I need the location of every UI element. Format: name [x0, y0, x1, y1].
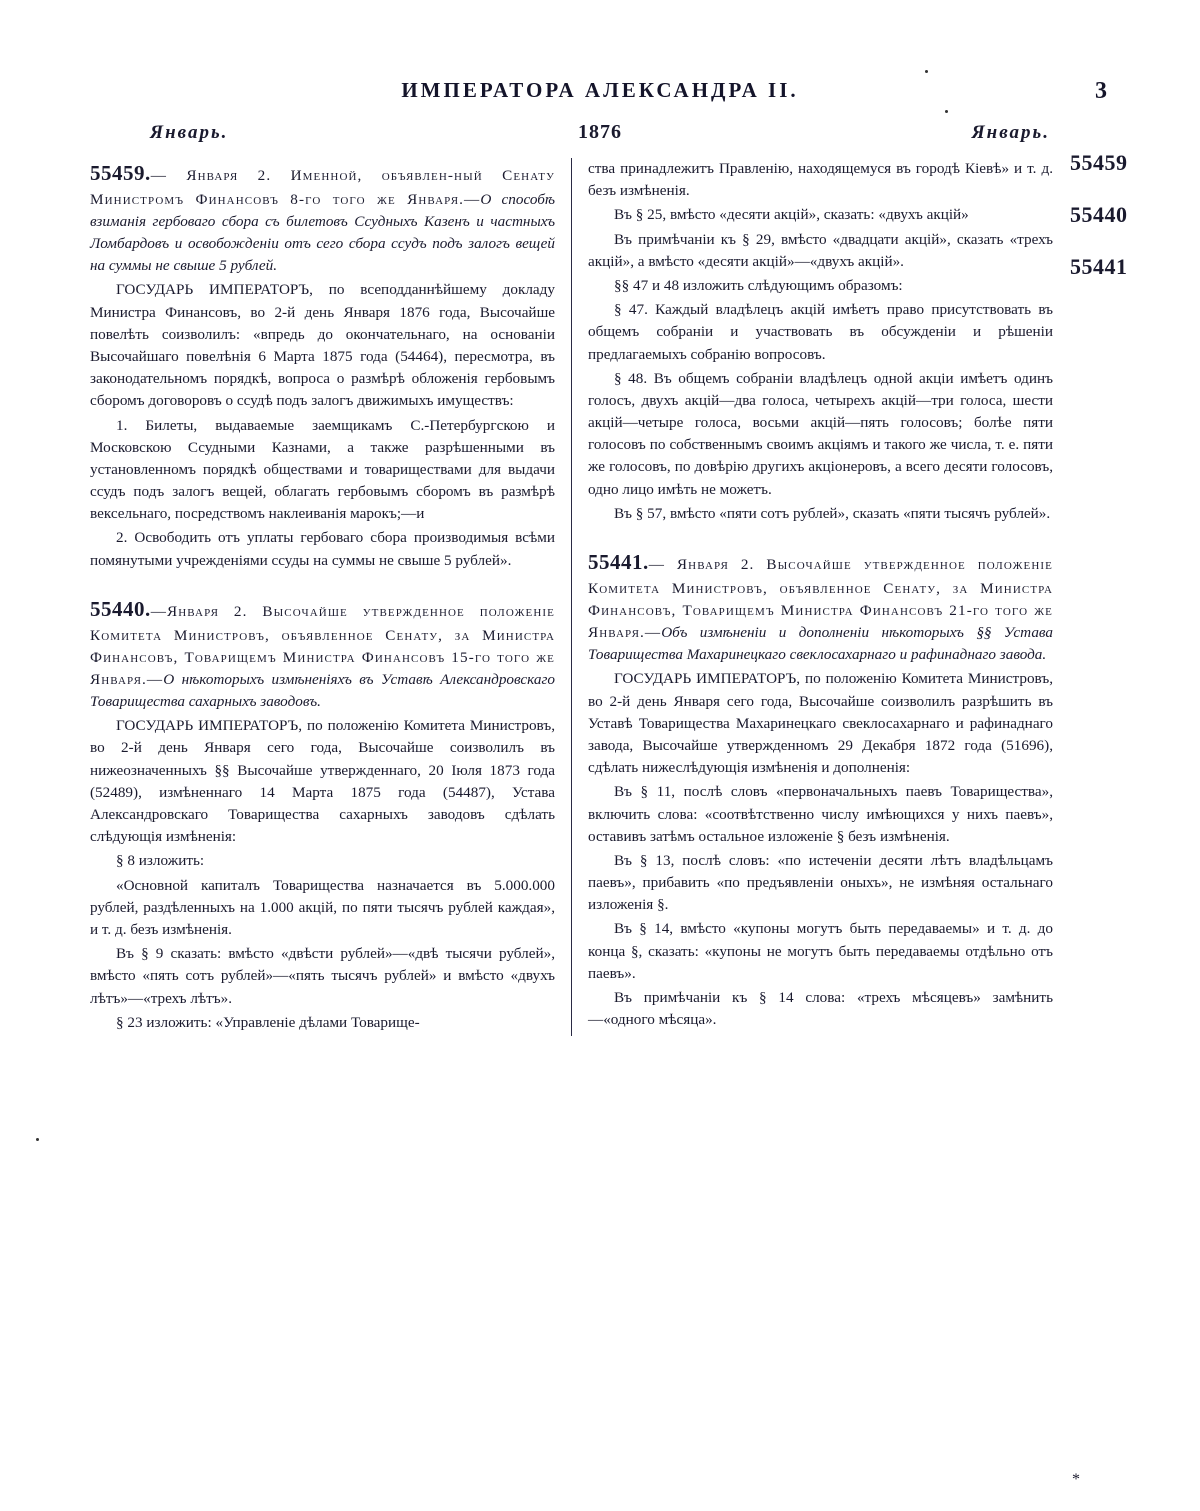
marginal-number: 55459	[1070, 150, 1128, 175]
article-number: 55441.	[588, 550, 649, 574]
paragraph: Въ § 57, вмѣсто «пяти сотъ рублей», сказать «пяти тысячъ рублей».	[614, 504, 1051, 522]
year: 1876	[578, 121, 622, 143]
article-heading	[90, 158, 555, 277]
paragraph: Въ примѣчаніи къ § 14 слова: «трехъ мѣсяцевъ» замѣнить—«одного мѣсяца».	[588, 989, 1053, 1029]
paragraph: § 8 изложить:	[116, 852, 205, 870]
article-number: 55459.	[90, 161, 151, 185]
month-year-line	[150, 121, 1050, 144]
article-heading-italic: О способѣ взиманія гербоваго сбора съ билетовъ Ссудныхъ Казенъ и частныхъ Ломбардовъ и освобожденіи отъ сего сбора ссудъ подъ залогъ вещей на суммы не свыше 5 рублей.	[90, 190, 556, 275]
article-55459	[90, 158, 555, 572]
article-55440	[90, 594, 555, 1034]
article-heading-roman: — Января 2. Высочайше утвержденное положеніе Комитета Министровъ, объявленное Сенату, за Министра Финансовъ, Товарищемъ Министра Финансовъ 21-го того же Января.—	[588, 556, 1053, 642]
month-left: Январь.	[150, 122, 229, 143]
column-divider	[571, 158, 572, 1036]
paragraph: § 48. Въ общемъ собраніи владѣлецъ одной акціи имѣетъ одинъ голосъ, двухъ акцій—два голоса, четырехъ акцій—три голоса, шести акцій—четыре голоса, восьми акцій—пять голосовъ; болѣе пяти голосовъ по собственнымъ своимъ акціямъ и такого же числа, т. е. пяти же голосовъ, по довѣрію другихъ акціонеровъ, а всего десяти голосовъ, одно лицо имѣть не можетъ.	[588, 369, 1053, 498]
article-heading-roman: — Января 2. Именной, объявлен-ный Сенату Министромъ Финансовъ 8-го того же Января.—	[90, 167, 555, 208]
page-folio: 3	[1095, 78, 1110, 104]
page-speck	[36, 1138, 39, 1141]
article-55441	[588, 547, 1053, 1031]
article-heading-italic: О нѣкоторыхъ измѣненіяхъ въ Уставѣ Александровскаго Товарищества сахарныхъ заводовъ.	[90, 670, 555, 711]
paragraph: 2. Освободить отъ уплаты гербоваго сбора производимыя всѣми помянутыми учрежденіями ссуды на суммы не свыше 5 рублей».	[90, 529, 555, 569]
paragraph: § 47. Каждый владѣлецъ акцій имѣетъ право присутствовать въ общемъ собраніи и участвовать въ обсужденіи и рѣшеніи предлагаемыхъ собранію вопросовъ.	[588, 301, 1053, 363]
signature-mark: *	[1072, 1471, 1080, 1488]
running-title: ИМПЕРАТОРА АЛЕКСАНДРА II.	[401, 78, 799, 102]
article-number: 55440.	[90, 596, 151, 621]
paragraph: ГОСУДАРЬ ИМПЕРАТОРЪ, по положенію Комитета Министровъ, во 2-й день Января сего года, Высочайше соизволилъ разрѣшить въ Уставѣ Товарищества Махаринецкаго свеклосахарнаго и рафинаднаго завода, Высочайше утвержденномъ 29 Декабря 1872 года (51696), сдѣлать нижеслѣдующія измѣненія и дополненія:	[588, 670, 1053, 777]
marginal-article-numbers	[1070, 150, 1190, 306]
month-right: Январь.	[971, 122, 1050, 143]
page-speck	[945, 110, 948, 113]
article-heading-roman: —Января 2. Высочайше утвержденное положеніе Комитета Министровъ, объявленное Сенату, за Министра Финансовъ, Товарищемъ Министра Финансовъ 15-го того же Января.—	[90, 602, 555, 688]
left-column	[90, 158, 555, 1036]
paragraph: ГОСУДАРЬ ИМПЕРАТОРЪ, по положенію Комитета Министровъ, во 2-й день Января сего года, Высочайше соизволилъ въ нижеозначенныхъ §§ Высочайше утвержденнаго, 20 Іюля 1873 года (52489), измѣненнаго 14 Марта 1875 года (54487), Устава Александровскаго Товарищества сахарныхъ заводовъ сдѣлать слѣдующія измѣненія:	[90, 717, 555, 846]
paragraph: Въ § 9 сказать: вмѣсто «двѣсти рублей»—«двѣ тысячи рублей», вмѣсто «пять сотъ рублей»—«пять тысячъ рублей» и вмѣсто «двухъ лѣтъ»—«трехъ лѣтъ».	[90, 945, 555, 1007]
running-head	[90, 78, 1110, 103]
paragraph: Въ § 13, послѣ словъ: «по истеченіи десяти лѣтъ владѣльцамъ паевъ», прибавить «по предъявленіи оныхъ», не измѣняя остальнаго изложенія §.	[588, 851, 1053, 914]
article-heading	[90, 594, 555, 713]
two-column-body	[90, 158, 1110, 1036]
right-column	[588, 158, 1053, 1036]
paragraph: ства принадлежитъ Правленію, находящемуся въ городѣ Кіевѣ» и т. д. безъ измѣненія.	[588, 160, 1053, 200]
paragraph: Въ примѣчаніи къ § 29, вмѣсто «двадцати акцій», сказать «трехъ акцій», а вмѣсто «десяти акцій»—«двухъ акцій».	[588, 230, 1053, 270]
paragraph: § 23 изложить: «Управленіе дѣлами Товарище-	[116, 1013, 420, 1031]
paragraph: §§ 47 и 48 изложить слѣдующимъ образомъ:	[614, 276, 903, 294]
paragraph: 1. Билеты, выдаваемые заемщикамъ С.-Петербургскою и Московскою Ссудными Казнами, а также разрѣшенными въ установленномъ порядкѣ обществами и товариществами для выдачи ссудъ подъ залогъ вещей, облагать гербовымъ сборомъ въ размѣрѣ вексельнаго, посредствомъ наклеиванія марокъ;—и	[90, 416, 555, 523]
marginal-number: 55441	[1070, 254, 1128, 279]
article-heading	[588, 547, 1053, 666]
paragraph: Въ § 11, послѣ словъ «первоначальныхъ паевъ Товарищества», включить слова: «соотвѣтственно числу имѣющихся у нихъ паевъ», оставивъ затѣмъ остальное изложеніе § безъ измѣненія.	[588, 783, 1053, 845]
paragraph: «Основной капиталъ Товарищества назначается въ 5.000.000 рублей, раздѣленныхъ на 1.000 акцій, по пяти тысячъ рублей каждая», и т. д. безъ измѣненія.	[90, 876, 555, 938]
paragraph: Въ § 25, вмѣсто «десяти акцій», сказать: «двухъ акцій»	[614, 206, 969, 224]
paragraph: Въ § 14, вмѣсто «купоны могутъ быть передаваемы» и т. д. до конца §, сказать: «купоны не могутъ быть передаваемы отдѣльно отъ паевъ».	[588, 920, 1053, 982]
marginal-number: 55440	[1070, 202, 1128, 227]
paragraph: ГОСУДАРЬ ИМПЕРАТОРЪ, по всеподданнѣйшему докладу Министра Финансовъ, во 2-й день Января 1876 года, Высочайше повелѣть соизволилъ: «впредь до окончательнаго, на основаніи Высочайшаго повелѣнія 6 Марта 1875 года (54464), пересмотра, въ законодательномъ порядкѣ, вопроса о размѣрѣ обложенія гербовымъ сборомъ договоровъ о ссудѣ подъ залогъ движимыхъ имуществъ:	[90, 281, 555, 410]
article-heading-italic: Объ измѣненіи и дополненіи нѣкоторыхъ §§ Устава Товарищества Махаринецкаго свеклосахарнаго и рафинаднаго завода.	[588, 624, 1053, 664]
page-speck	[925, 70, 928, 73]
